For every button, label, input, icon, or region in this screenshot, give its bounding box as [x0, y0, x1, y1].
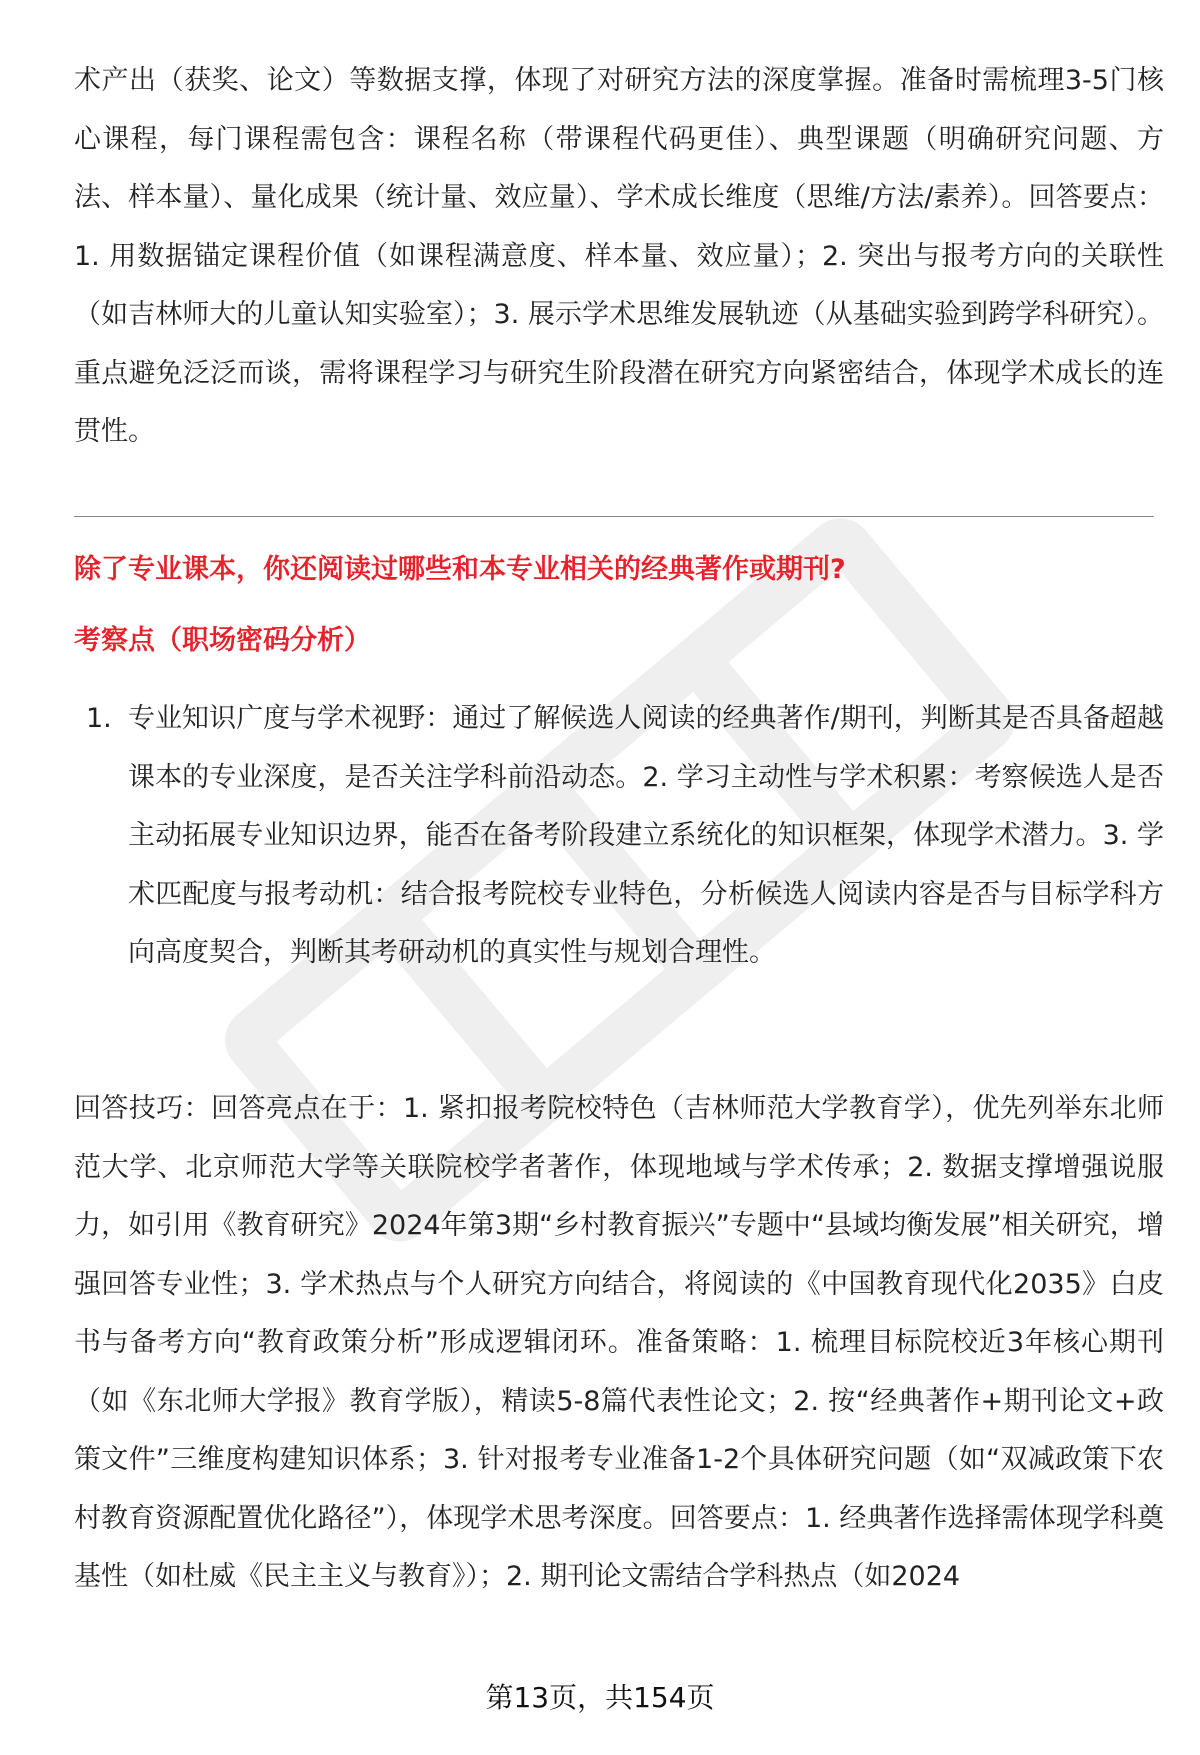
- section-divider: [74, 516, 1154, 517]
- list-item-number: 1.: [86, 703, 112, 734]
- assessment-heading: 考察点（职场密码分析）: [74, 625, 371, 656]
- page-footer: 第13页，共154页: [485, 1681, 715, 1714]
- question-heading: 除了专业课本，你还阅读过哪些和本专业相关的经典著作或期刊?: [74, 554, 846, 585]
- intro-paragraph: 术产出（获奖、论文）等数据支撑，体现了对研究方法的深度掌握。准备时需梳理3-5门核心课程，每门课程需包含：课程名称（带课程代码更佳）、典型课题（明确研究问题、方法、样本量）、量化成果（统计量、效应量）、学术成长维度（思维/方法/素养）。回答要点：1. 用数据锚定课程价值（如课程满意度、样本量、效应量）；2. 突出与报考方向的关联性（如吉林师大的儿童认知实验室）；3. 展示学术思维发展轨迹（从基础实验到跨学科研究）。重点避免泛泛而谈，需将课程学习与研究生阶段潜在研究方向紧密结合，体现学术成长的连贯性。: [74, 65, 1164, 447]
- list-item-text: 专业知识广度与学术视野：通过了解候选人阅读的经典著作/期刊，判断其是否具备超越课本的专业深度，是否关注学科前沿动态。2. 学习主动性与学术积累：考察候选人是否主动拓展专业知识边界，能否在备考阶段建立系统化的知识框架，体现学术潜力。3. 学术匹配度与报考动机：结合报考院校专业特色，分析候选人阅读内容是否与目标学科方向高度契合，判断其考研动机的真实性与规划合理性。: [128, 703, 1164, 968]
- tips-paragraph: 回答技巧：回答亮点在于：1. 紧扣报考院校特色（吉林师范大学教育学），优先列举东北师范大学、北京师范大学等关联院校学者著作，体现地域与学术传承；2. 数据支撑增强说服力，如引用《教育研究》2024年第3期“乡村教育振兴”专题中“县域均衡发展”相关研究，增强回答专业性；3. 学术热点与个人研究方向结合，将阅读的《中国教育现代化2035》白皮书与备考方向“教育政策分析”形成逻辑闭环。准备策略：1. 梳理目标院校近3年核心期刊（如《东北师大学报》教育学版），精读5-8篇代表性论文；2. 按“经典著作+期刊论文+政策文件”三维度构建知识体系；3. 针对报考专业准备1-2个具体研究问题（如“双减政策下农村教育资源配置优化路径”），体现学术思考深度。回答要点：1. 经典著作选择需体现学科奠基性（如杜威《民主主义与教育》）；2. 期刊论文需结合学科热点（如2024: [74, 1093, 1164, 1592]
